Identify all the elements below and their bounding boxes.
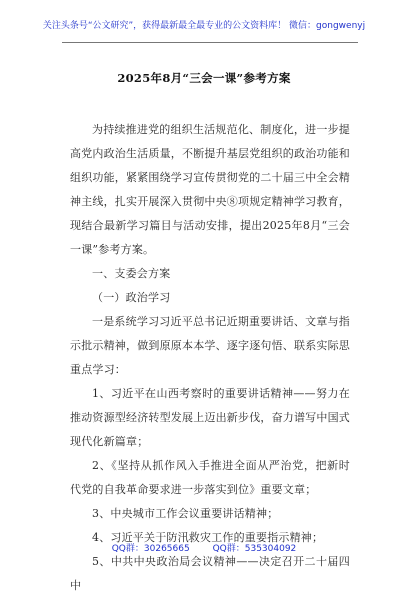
header-divider [62, 42, 358, 43]
qq-group-2: QQ群：535304092 [212, 544, 297, 554]
header-banner: 关注头条号“公文研究”，获得最新最全最专业的公文资料库！ 微信：gongwenyj [42, 21, 366, 31]
document-title: 2025年8月“三会一课”参考方案 [117, 71, 291, 85]
list-item: 3、中央城市工作会议重要讲话精神； [92, 507, 279, 520]
section-heading: 一、支委会方案 [92, 267, 171, 280]
intro-paragraph: 为持续推进党的组织生活规范化、制度化，进一步提高党内政治生活质量，不断提升基层党组织的政治功能和组织功能，紧紧围绕学习宣传贯彻党的二十届三中全会精神主线，扎实开展深入贯彻中央⑧项规定精神学习教育，现结合最新学习篇目与活动安排，提出2025年8月“三会一课”参考方案。 [70, 123, 350, 256]
document-body [70, 118, 350, 598]
subsection-heading: （一）政治学习 [92, 291, 171, 304]
list-item: 4、习近平关于防汛救灾工作的重要指示精神； [92, 531, 324, 544]
footer-banner [0, 541, 408, 554]
list-item: 2、《坚持从抓作风入手推进全面从严治党，把新时代党的自我革命要求进一步落实到位》重要文章； [70, 459, 350, 496]
qq-group-1: QQ群：30265665 [111, 544, 190, 554]
list-item: 1、习近平在山西考察时的重要讲话精神——努力在推动资源型经济转型发展上迈出新步伐，奋力谱写中国式现代化新篇章； [70, 387, 350, 448]
list-item: 5、中共中央政治局会议精神——决定召开二十届四中 [70, 555, 350, 592]
body-paragraph: 一是系统学习习近平总书记近期重要讲话、文章与指示批示精神，做到原原本本学、逐字逐句悟、联系实际思重点学习： [70, 315, 350, 376]
